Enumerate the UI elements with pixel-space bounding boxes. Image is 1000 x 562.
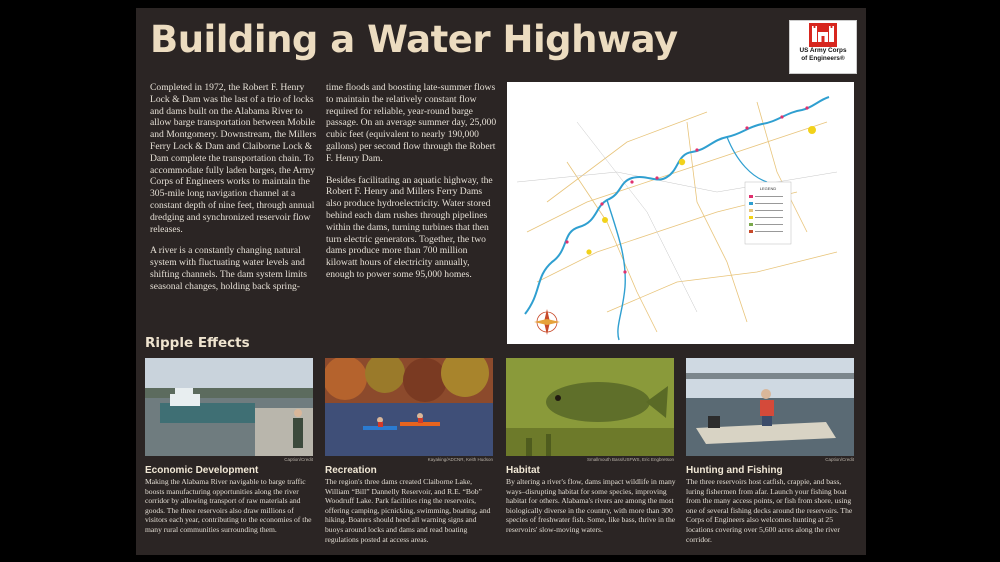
photo-fishing xyxy=(686,358,854,456)
caption-title: Habitat xyxy=(506,465,540,476)
section-heading: Ripple Effects xyxy=(145,335,250,351)
usace-logo xyxy=(789,20,857,74)
river-map xyxy=(507,82,854,344)
map-legend xyxy=(745,182,791,244)
map-graphic xyxy=(507,82,854,344)
caption-title: Recreation xyxy=(325,465,377,476)
logo-line-1: US Army Corps xyxy=(799,47,847,54)
paragraph: Completed in 1972, the Robert F. Henry Lock & Dam was the last of a trio of locks and dams built on the Alabama River to allow barge transportation between Mobile and Montgomery. Downstream, the Millers Ferry Lock & Dam and Claiborne Lock & Dam complete the transportation chain. To accommodate fully laden barges, the Army Corps of Engineers works to maintain the 305-mile long navigation channel at a constant depth of nine feet, through annual dredging and synchronized reservoir flow releases. xyxy=(150,82,317,235)
caption-title: Economic Development xyxy=(145,465,259,476)
paragraph: Besides facilitating an aquatic highway, the Robert F. Henry and Millers Ferry Dams also produce hydroelectricity. Water stored behind each dam rushes through pipelines within the dams, turning turbines that then turn electric generators. Together, the two dams produce more than 700 million kilowatt hours of electricity annually, enough to power some 95,000 homes. xyxy=(326,174,493,280)
logo-line-2: of Engineers® xyxy=(801,54,845,62)
text-column-1 xyxy=(150,82,320,303)
sign-panel xyxy=(136,8,866,555)
map-legend-title: LEGEND xyxy=(759,186,777,191)
photo-credit: Caption/Credit xyxy=(825,457,854,462)
caption-title: Hunting and Fishing xyxy=(686,465,783,476)
caption-body: The three reservoirs host catfish, crappie, and bass, luring fishermen from afar. Launch your fishing boat from the many access points, or fish from shore, using one of several fishing decks around the reservoirs. The Corps of Engineers also welcomes hunting at 25 locations covering over 5,600 acres along the river corridor. xyxy=(686,477,853,544)
page-title: Building a Water Highway xyxy=(150,18,678,61)
text-column-2 xyxy=(326,82,498,291)
paragraph: A river is a constantly changing natural system with fluctuating water levels and shifting channels. The dam system limits seasonal changes, holding back spring- xyxy=(150,245,308,292)
photo-credit: Caption/Credit xyxy=(284,457,313,462)
caption-body: Making the Alabama River navigable to barge traffic boosts manufacturing opportunities along the river corridor by allowing transport of raw materials and goods. The three reservoirs also draw millions of visitors each year, contributing to the economies of the many rural communities surrounding them. xyxy=(145,477,312,534)
photo-barge xyxy=(145,358,313,456)
photo-kayaking xyxy=(325,358,493,456)
photo-credit: Kayaking/ADCNR, Keith Hudson xyxy=(427,457,493,462)
photo-bass xyxy=(506,358,674,456)
castle-icon xyxy=(809,23,837,47)
photo-credit: Smallmouth Bass/USFWS, Eric Engbretson xyxy=(586,457,674,462)
paragraph: time floods and boosting late-summer flows to maintain the relatively constant flow required for reliable, year-round barge passage. On an average summer day, 25,000 cubic feet (equivalent to nearly 190,000 gallons) per second flow through the Robert F. Henry Dam. xyxy=(326,82,497,164)
caption-body: The region's three dams created Claiborne Lake, William “Bill” Dannelly Reservoir, and R.E. “Bob” Woodruff Lake. Park facilities ring the reservoirs, offering camping, picnicking, swimming, boating, and hiking. Boaters should heed all warning signs and buoys around locks and dams and read boating regulations posted at access areas. xyxy=(325,477,491,544)
caption-body: By altering a river's flow, dams impact wildlife in many ways–disrupting habitat for some species, improving habitat for others. Alabama's rivers are among the most biologically diverse in the country, with more than 300 species of freshwater fish. Some, like bass, thrive in the reservoirs' slow-moving waters. xyxy=(506,477,676,534)
